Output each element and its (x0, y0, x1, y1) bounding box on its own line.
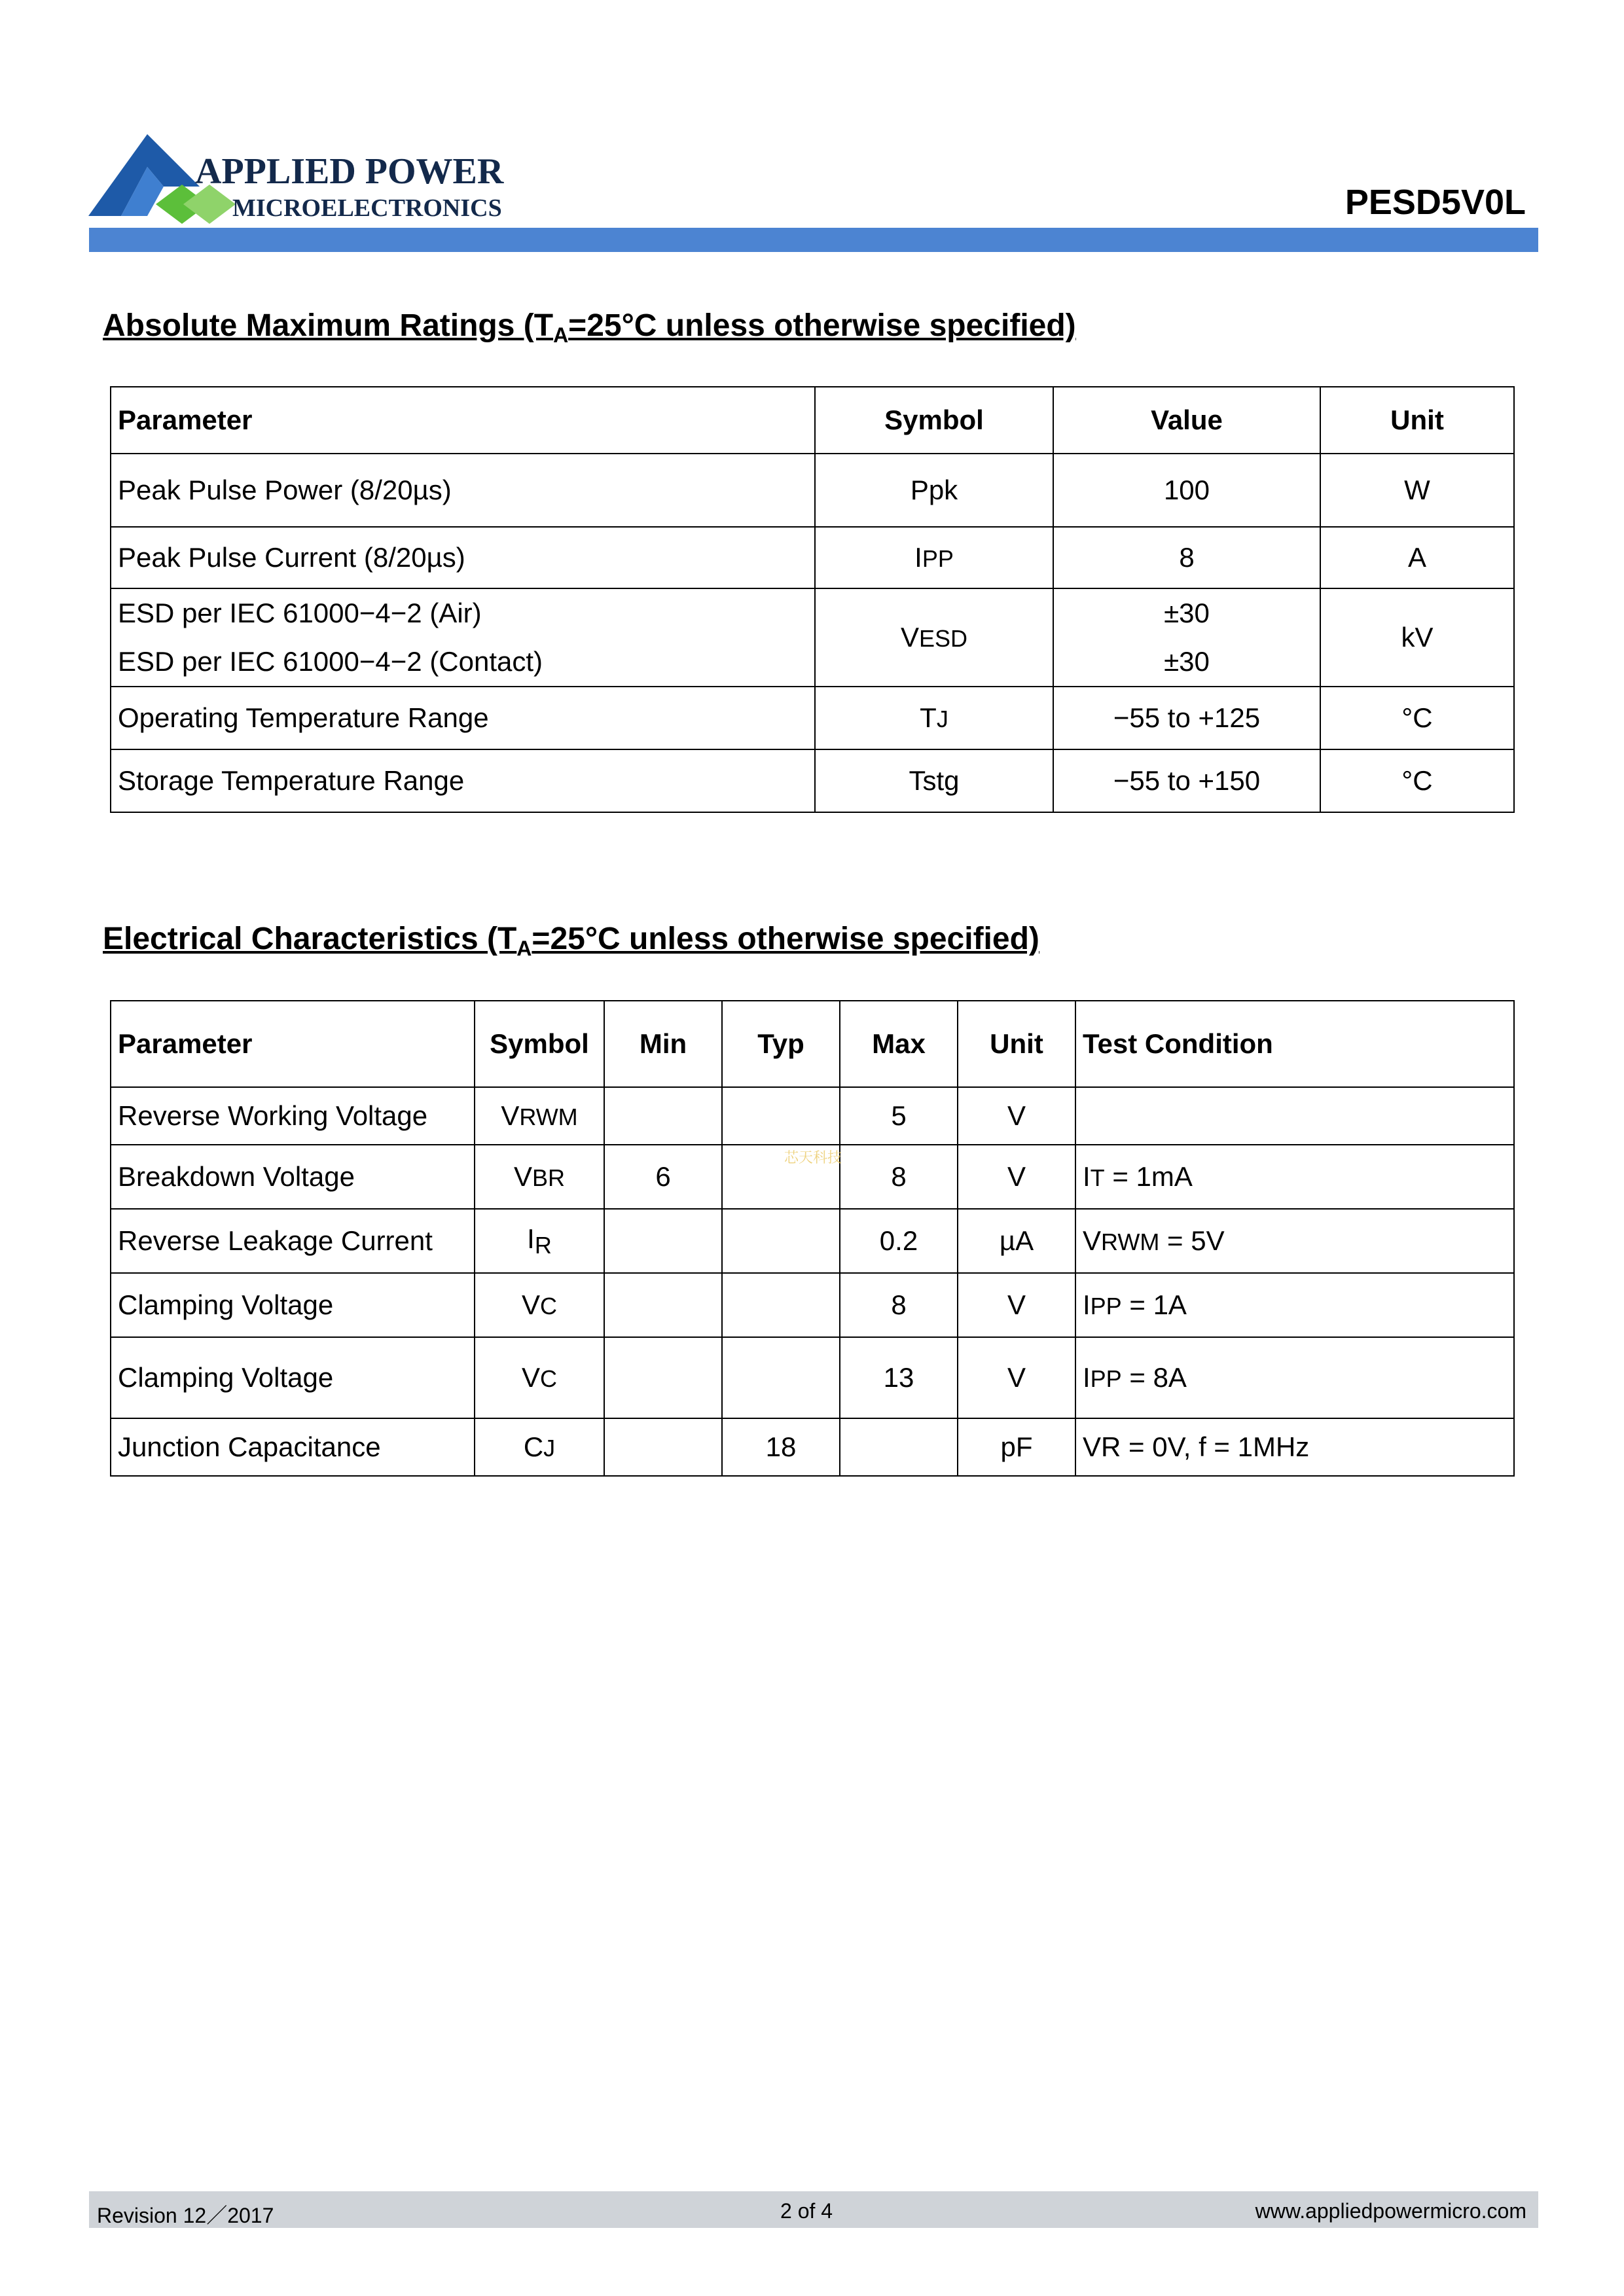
cell-unit: µA (958, 1209, 1075, 1273)
table-row (111, 527, 1514, 588)
header-symbol: Symbol (475, 1001, 604, 1087)
cell-test-condition (1075, 1418, 1514, 1476)
cell-test-condition (1075, 1087, 1514, 1145)
symbol-main: V (521, 1362, 540, 1393)
cell-unit: °C (1320, 749, 1514, 812)
cell-typ (722, 1087, 840, 1145)
cell-max: 13 (840, 1337, 958, 1418)
test-rest: = 1A (1121, 1289, 1187, 1320)
abs-max-title (103, 308, 1076, 348)
header-parameter: Parameter (111, 1001, 475, 1087)
cell-min (604, 1273, 722, 1337)
symbol-main: V (501, 1100, 520, 1131)
cell-symbol (475, 1337, 604, 1418)
symbol-sub: RWM (519, 1103, 578, 1130)
cell-symbol: Ppk (815, 454, 1053, 527)
cell-value (1053, 588, 1320, 687)
cell-min: 6 (604, 1145, 722, 1209)
header-test-condition: Test Condition (1075, 1001, 1514, 1087)
esd-contact-label: ESD per IEC 61000−4−2 (Contact) (118, 646, 543, 677)
esd-air-label: ESD per IEC 61000−4−2 (Air) (118, 598, 482, 628)
cell-parameter: Breakdown Voltage (111, 1145, 475, 1209)
header-value: Value (1053, 387, 1320, 454)
cell-symbol (815, 687, 1053, 749)
symbol-sub: J (543, 1435, 556, 1462)
cell-test-condition (1075, 1145, 1514, 1209)
esd-contact-value: ±30 (1164, 646, 1210, 677)
cell-value: −55 to +150 (1053, 749, 1320, 812)
symbol-sub: ESD (918, 625, 968, 652)
header-typ: Typ (722, 1001, 840, 1087)
header-max: Max (840, 1001, 958, 1087)
footer-page-number: 2 of 4 (780, 2199, 833, 2223)
cell-unit: V (958, 1145, 1075, 1209)
cell-parameter: Junction Capacitance (111, 1418, 475, 1476)
table-row (111, 1087, 1514, 1145)
header-min: Min (604, 1001, 722, 1087)
cell-unit: kV (1320, 588, 1514, 687)
cell-unit: V (958, 1273, 1075, 1337)
elec-title (103, 921, 1039, 961)
test-rest: = 1mA (1104, 1161, 1193, 1192)
cell-max: 5 (840, 1087, 958, 1145)
watermark: 芯天科技 (784, 1149, 842, 1166)
cell-min (604, 1337, 722, 1418)
cell-typ: 18 (722, 1418, 840, 1476)
symbol-main: C (523, 1431, 544, 1462)
cell-symbol: Tstg (815, 749, 1053, 812)
cell-unit: W (1320, 454, 1514, 527)
cell-unit: V (958, 1087, 1075, 1145)
test-sub: T (1090, 1164, 1105, 1191)
cell-parameter: Peak Pulse Power (8/20µs) (111, 454, 815, 527)
cell-parameter: Peak Pulse Current (8/20µs) (111, 527, 815, 588)
symbol-sub: R (534, 1231, 552, 1259)
cell-parameter: Operating Temperature Range (111, 687, 815, 749)
cell-symbol (475, 1209, 604, 1273)
cell-value: −55 to +125 (1053, 687, 1320, 749)
cell-symbol (815, 527, 1053, 588)
symbol-sub: J (936, 706, 948, 732)
symbol-sub: C (540, 1365, 557, 1392)
table-row (111, 1337, 1514, 1418)
elec-title-post: =25°C unless otherwise specified) (532, 922, 1039, 956)
company-logo (85, 131, 504, 229)
symbol-main: I (527, 1223, 535, 1254)
symbol-main: V (513, 1161, 532, 1192)
cell-test-condition (1075, 1337, 1514, 1418)
cell-min (604, 1209, 722, 1273)
symbol-sub: BR (532, 1164, 566, 1191)
table-row (111, 454, 1514, 527)
test-sub: PP (1090, 1293, 1122, 1319)
symbol-sub: PP (922, 545, 954, 572)
header-symbol: Symbol (815, 387, 1053, 454)
test-sub: PP (1090, 1365, 1122, 1392)
part-number: PESD5V0L (1344, 183, 1526, 222)
cell-max (840, 1418, 958, 1476)
cell-test-condition (1075, 1273, 1514, 1337)
test-main: VR = 0V, f = 1MHz (1083, 1431, 1310, 1462)
table-row (111, 687, 1514, 749)
cell-parameter (111, 588, 815, 687)
cell-max: 0.2 (840, 1209, 958, 1273)
test-sub: RWM (1101, 1229, 1160, 1255)
cell-parameter: Clamping Voltage (111, 1273, 475, 1337)
footer-website-link[interactable]: www.appliedpowermicro.com (1255, 2199, 1526, 2223)
table-row (111, 1209, 1514, 1273)
company-name-line2: MICROELECTRONICS (232, 194, 502, 222)
cell-symbol (475, 1087, 604, 1145)
cell-typ (722, 1337, 840, 1418)
cell-parameter: Reverse Leakage Current (111, 1209, 475, 1273)
cell-value: 100 (1053, 454, 1320, 527)
header-unit: Unit (958, 1001, 1075, 1087)
cell-symbol (475, 1273, 604, 1337)
elec-table (110, 1000, 1515, 1477)
test-main: I (1083, 1289, 1091, 1320)
cell-unit: °C (1320, 687, 1514, 749)
cell-unit: V (958, 1337, 1075, 1418)
table-row (111, 749, 1514, 812)
test-rest: = 5V (1159, 1225, 1225, 1256)
table-header-row (111, 387, 1514, 454)
company-name-line1: APPLIED POWER (195, 151, 504, 192)
table-row (111, 1418, 1514, 1476)
test-main: I (1083, 1362, 1091, 1393)
test-rest: = 8A (1121, 1362, 1187, 1393)
cell-parameter: Storage Temperature Range (111, 749, 815, 812)
cell-min (604, 1087, 722, 1145)
abs-max-title-pre: Absolute Maximum Ratings (T (103, 308, 554, 343)
header-bar (89, 228, 1538, 252)
footer-bar (89, 2191, 1538, 2228)
table-row (111, 588, 1514, 687)
cell-max: 8 (840, 1145, 958, 1209)
test-main: I (1083, 1161, 1091, 1192)
cell-parameter: Clamping Voltage (111, 1337, 475, 1418)
symbol-sub: C (540, 1293, 557, 1319)
symbol-main: I (914, 542, 922, 573)
header-parameter: Parameter (111, 387, 815, 454)
elec-title-pre: Electrical Characteristics (T (103, 922, 517, 956)
cell-unit: pF (958, 1418, 1075, 1476)
cell-parameter: Reverse Working Voltage (111, 1087, 475, 1145)
table-header-row (111, 1001, 1514, 1087)
cell-unit: A (1320, 527, 1514, 588)
symbol-main: T (920, 702, 937, 733)
cell-typ (722, 1273, 840, 1337)
footer-revision: Revision 12／2017 (97, 2204, 274, 2227)
abs-max-title-sub: A (553, 323, 569, 347)
cell-max: 8 (840, 1273, 958, 1337)
cell-symbol (815, 588, 1053, 687)
cell-test-condition (1075, 1209, 1514, 1273)
cell-value: 8 (1053, 527, 1320, 588)
symbol-main: V (521, 1289, 540, 1320)
cell-symbol (475, 1418, 604, 1476)
table-row (111, 1273, 1514, 1337)
header-unit: Unit (1320, 387, 1514, 454)
abs-max-table (110, 386, 1515, 813)
cell-symbol (475, 1145, 604, 1209)
esd-air-value: ±30 (1164, 598, 1210, 628)
symbol-main: V (900, 622, 919, 653)
cell-min (604, 1418, 722, 1476)
abs-max-title-post: =25°C unless otherwise specified) (568, 308, 1076, 343)
elec-title-sub: A (516, 937, 532, 960)
cell-typ (722, 1209, 840, 1273)
test-main: V (1083, 1225, 1102, 1256)
